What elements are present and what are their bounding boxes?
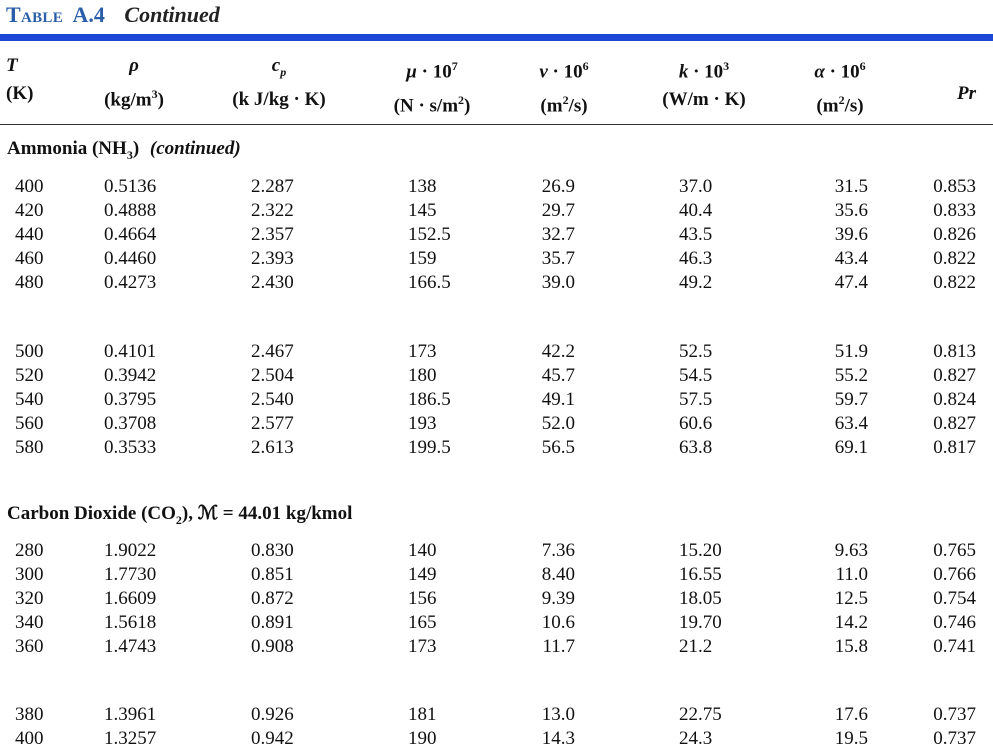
col-header-conductivity: $k \cdot 10^3$ (W/m · K) xyxy=(662,59,746,111)
col-header-kinematic-viscosity: $\nu \cdot 10^6$ $(m^2/s)$ xyxy=(539,59,589,117)
cell-kinematic-viscosity: 56.5 xyxy=(541,437,575,458)
cell-specific-heat: 2.577 xyxy=(251,413,294,434)
cell-viscosity: 190 xyxy=(408,728,437,749)
table-continued: Continued xyxy=(124,2,220,27)
table-number: A.4 xyxy=(72,2,105,27)
table-row xyxy=(0,635,993,659)
cell-temperature: 400 xyxy=(15,176,44,197)
cell-viscosity: 159 xyxy=(408,248,437,269)
cell-density: 0.5136 xyxy=(104,176,157,197)
row-group-ammonia-1 xyxy=(0,175,993,295)
cell-conductivity: 16.55 xyxy=(679,564,722,585)
table-row xyxy=(0,412,993,436)
cell-kinematic-viscosity: 45.7 xyxy=(541,365,575,386)
cell-specific-heat: 0.851 xyxy=(251,564,294,585)
cell-conductivity: 49.2 xyxy=(679,272,713,293)
cell-prandtl: 0.822 xyxy=(933,248,976,269)
cell-conductivity: 15.20 xyxy=(679,540,722,561)
table-label: Table xyxy=(6,2,64,27)
cell-specific-heat: 0.908 xyxy=(251,636,294,657)
cell-prandtl: 0.746 xyxy=(933,612,976,633)
cell-viscosity: 180 xyxy=(408,365,437,386)
cell-kinematic-viscosity: 42.2 xyxy=(541,341,575,362)
cell-conductivity: 52.5 xyxy=(679,341,713,362)
table-row xyxy=(0,727,993,751)
cell-diffusivity: 47.4 xyxy=(834,272,868,293)
cell-diffusivity: 55.2 xyxy=(834,365,868,386)
cell-density: 1.3257 xyxy=(104,728,157,749)
cell-diffusivity: 69.1 xyxy=(834,437,868,458)
col-header-diffusivity: $\alpha \cdot 10^6$ $(m^2/s)$ xyxy=(814,59,866,117)
cell-specific-heat: 2.393 xyxy=(251,248,294,269)
cell-specific-heat: 2.504 xyxy=(251,365,294,386)
cell-specific-heat: 0.891 xyxy=(251,612,294,633)
cell-density: 0.4273 xyxy=(104,272,157,293)
cell-density: 1.3961 xyxy=(104,704,157,725)
cell-temperature: 420 xyxy=(15,200,44,221)
cell-viscosity: 173 xyxy=(408,636,437,657)
cell-prandtl: 0.824 xyxy=(933,389,976,410)
table-row xyxy=(0,587,993,611)
cell-kinematic-viscosity: 35.7 xyxy=(541,248,575,269)
cell-kinematic-viscosity: 14.3 xyxy=(541,728,575,749)
cell-temperature: 280 xyxy=(15,540,44,561)
cell-conductivity: 24.3 xyxy=(679,728,713,749)
column-headers xyxy=(0,52,993,116)
cell-kinematic-viscosity: 52.0 xyxy=(541,413,575,434)
cell-viscosity: 173 xyxy=(408,341,437,362)
cell-density: 1.9022 xyxy=(104,540,157,561)
cell-prandtl: 0.754 xyxy=(933,588,976,609)
section-title-carbon-dioxide: Carbon Dioxide $(CO_2)$, ℳ = 44.01 kg/kmol xyxy=(7,503,353,527)
cell-diffusivity: 17.6 xyxy=(834,704,868,725)
cell-specific-heat: 2.430 xyxy=(251,272,294,293)
cell-kinematic-viscosity: 39.0 xyxy=(541,272,575,293)
cell-diffusivity: 19.5 xyxy=(834,728,868,749)
cell-viscosity: 149 xyxy=(408,564,437,585)
cell-viscosity: 156 xyxy=(408,588,437,609)
cell-conductivity: 40.4 xyxy=(679,200,713,221)
cell-diffusivity: 59.7 xyxy=(834,389,868,410)
cell-diffusivity: 31.5 xyxy=(834,176,868,197)
cell-temperature: 580 xyxy=(15,437,44,458)
table-row xyxy=(0,539,993,563)
cell-temperature: 540 xyxy=(15,389,44,410)
table-row xyxy=(0,563,993,587)
cell-diffusivity: 51.9 xyxy=(834,341,868,362)
cell-kinematic-viscosity: 13.0 xyxy=(541,704,575,725)
cell-prandtl: 0.737 xyxy=(933,704,976,725)
cell-diffusivity: 14.2 xyxy=(834,612,868,633)
cell-viscosity: 145 xyxy=(408,200,437,221)
cell-viscosity: 186.5 xyxy=(408,389,451,410)
cell-viscosity: 181 xyxy=(408,704,437,725)
cell-kinematic-viscosity: 49.1 xyxy=(541,389,575,410)
cell-kinematic-viscosity: 26.9 xyxy=(541,176,575,197)
cell-prandtl: 0.833 xyxy=(933,200,976,221)
cell-temperature: 320 xyxy=(15,588,44,609)
cell-diffusivity: 15.8 xyxy=(834,636,868,657)
cell-prandtl: 0.822 xyxy=(933,272,976,293)
cell-diffusivity: 35.6 xyxy=(834,200,868,221)
cell-temperature: 340 xyxy=(15,612,44,633)
col-header-specific-heat: $c_p$ (k J/kg · K) xyxy=(232,55,326,110)
cell-diffusivity: 12.5 xyxy=(834,588,868,609)
cell-density: 1.6609 xyxy=(104,588,157,609)
table-row xyxy=(0,611,993,635)
table-title xyxy=(6,2,220,32)
col-header-prandtl: Pr xyxy=(957,83,976,104)
cell-specific-heat: 2.322 xyxy=(251,200,294,221)
cell-specific-heat: 0.872 xyxy=(251,588,294,609)
cell-kinematic-viscosity: 32.7 xyxy=(541,224,575,245)
cell-prandtl: 0.827 xyxy=(933,413,976,434)
cell-temperature: 400 xyxy=(15,728,44,749)
cell-temperature: 520 xyxy=(15,365,44,386)
cell-temperature: 380 xyxy=(15,704,44,725)
cell-kinematic-viscosity: 9.39 xyxy=(541,588,575,609)
cell-diffusivity: 63.4 xyxy=(834,413,868,434)
cell-conductivity: 63.8 xyxy=(679,437,713,458)
cell-kinematic-viscosity: 10.6 xyxy=(541,612,575,633)
cell-prandtl: 0.741 xyxy=(933,636,976,657)
cell-specific-heat: 2.357 xyxy=(251,224,294,245)
section-suffix: (continued) xyxy=(149,138,241,159)
table-row xyxy=(0,223,993,247)
cell-density: 1.5618 xyxy=(104,612,157,633)
cell-prandtl: 0.765 xyxy=(933,540,976,561)
cell-viscosity: 166.5 xyxy=(408,272,451,293)
cell-viscosity: 199.5 xyxy=(408,437,451,458)
cell-temperature: 360 xyxy=(15,636,44,657)
row-group-co2-2 xyxy=(0,703,993,751)
cell-specific-heat: 2.613 xyxy=(251,437,294,458)
cell-specific-heat: 2.467 xyxy=(251,341,294,362)
cell-density: 0.3708 xyxy=(104,413,157,434)
cell-conductivity: 37.0 xyxy=(679,176,713,197)
cell-conductivity: 21.2 xyxy=(679,636,713,657)
cell-conductivity: 57.5 xyxy=(679,389,713,410)
cell-prandtl: 0.853 xyxy=(933,176,976,197)
cell-density: 0.4888 xyxy=(104,200,157,221)
cell-density: 0.3942 xyxy=(104,365,157,386)
col-header-temperature: T (K) xyxy=(6,55,34,104)
cell-density: 0.4664 xyxy=(104,224,157,245)
cell-prandtl: 0.737 xyxy=(933,728,976,749)
col-header-viscosity: $\mu \cdot 10^7$ $(N \cdot s/m^2)$ xyxy=(393,59,471,117)
cell-density: 0.4101 xyxy=(104,341,157,362)
cell-conductivity: 60.6 xyxy=(679,413,713,434)
cell-viscosity: 165 xyxy=(408,612,437,633)
title-rule xyxy=(0,34,993,41)
cell-temperature: 560 xyxy=(15,413,44,434)
table-row xyxy=(0,703,993,727)
header-rule xyxy=(0,124,993,125)
row-group-ammonia-2 xyxy=(0,340,993,460)
cell-conductivity: 54.5 xyxy=(679,365,713,386)
cell-viscosity: 193 xyxy=(408,413,437,434)
cell-specific-heat: 2.540 xyxy=(251,389,294,410)
cell-diffusivity: 39.6 xyxy=(834,224,868,245)
cell-viscosity: 152.5 xyxy=(408,224,451,245)
cell-kinematic-viscosity: 11.7 xyxy=(542,636,575,657)
cell-specific-heat: 0.830 xyxy=(251,540,294,561)
cell-diffusivity: 11.0 xyxy=(835,564,868,585)
cell-kinematic-viscosity: 29.7 xyxy=(541,200,575,221)
cell-prandtl: 0.813 xyxy=(933,341,976,362)
cell-temperature: 440 xyxy=(15,224,44,245)
cell-density: 0.3533 xyxy=(104,437,157,458)
cell-density: 1.7730 xyxy=(104,564,157,585)
table-row xyxy=(0,340,993,364)
table-row xyxy=(0,271,993,295)
section-title-ammonia: Ammonia $(NH_3)$ (continued) xyxy=(7,138,241,162)
cell-kinematic-viscosity: 7.36 xyxy=(541,540,575,561)
cell-conductivity: 18.05 xyxy=(679,588,722,609)
table-row xyxy=(0,436,993,460)
cell-viscosity: 138 xyxy=(408,176,437,197)
cell-temperature: 500 xyxy=(15,341,44,362)
table-row xyxy=(0,247,993,271)
cell-conductivity: 22.75 xyxy=(679,704,722,725)
cell-diffusivity: 9.63 xyxy=(834,540,868,561)
cell-density: 0.4460 xyxy=(104,248,157,269)
cell-conductivity: 19.70 xyxy=(679,612,722,633)
cell-diffusivity: 43.4 xyxy=(834,248,868,269)
cell-prandtl: 0.826 xyxy=(933,224,976,245)
table-row xyxy=(0,388,993,412)
cell-specific-heat: 0.942 xyxy=(251,728,294,749)
cell-viscosity: 140 xyxy=(408,540,437,561)
table-row xyxy=(0,175,993,199)
cell-specific-heat: 2.287 xyxy=(251,176,294,197)
cell-temperature: 480 xyxy=(15,272,44,293)
cell-kinematic-viscosity: 8.40 xyxy=(541,564,575,585)
col-header-density: ρ $(kg/m^3)$ xyxy=(104,55,164,111)
cell-specific-heat: 0.926 xyxy=(251,704,294,725)
row-group-co2-1 xyxy=(0,539,993,659)
cell-prandtl: 0.817 xyxy=(933,437,976,458)
cell-conductivity: 43.5 xyxy=(679,224,713,245)
cell-density: 1.4743 xyxy=(104,636,157,657)
cell-density: 0.3795 xyxy=(104,389,157,410)
cell-prandtl: 0.766 xyxy=(933,564,976,585)
cell-conductivity: 46.3 xyxy=(679,248,713,269)
cell-prandtl: 0.827 xyxy=(933,365,976,386)
table-row xyxy=(0,199,993,223)
cell-temperature: 460 xyxy=(15,248,44,269)
cell-temperature: 300 xyxy=(15,564,44,585)
table-row xyxy=(0,364,993,388)
